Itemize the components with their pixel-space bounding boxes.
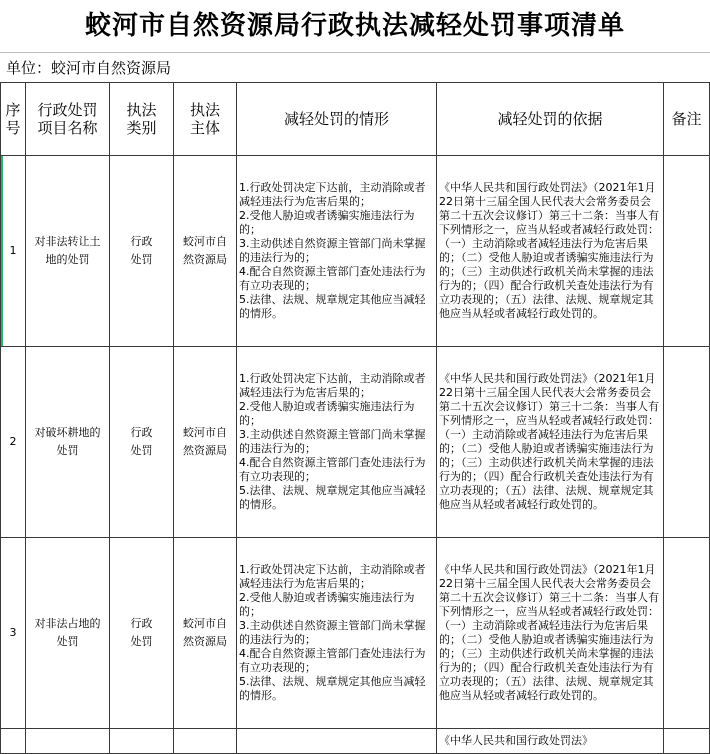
row-remark[interactable] [664, 729, 710, 754]
table-header-row [1, 83, 710, 156]
document-title: 蛟河市自然资源局行政执法减轻处罚事项清单 [84, 11, 625, 41]
row-category[interactable]: 行政 处罚 [110, 156, 174, 347]
row-item[interactable]: 对非法占地的 处罚 [26, 538, 110, 729]
row-circumstances[interactable]: 1.行政处罚决定下达前，主动消除或者减轻违法行为危害后果的； 2.受他人胁迫或者诱骗实施违法行为的； 3.主动供述自然资源主管部门尚未掌握的违法行为的； 4.配合自然资源主管部门查处违法行为有立功表现的； 5.法律、法规、规章规定其他应当减轻的情形。 [237, 156, 437, 347]
table-row-partial [1, 729, 710, 754]
row-basis[interactable]: 《中华人民共和国行政处罚法》（2021年1月22日第十三届全国人民代表大会常务委员会第二十五次会议修订）第三十二条：当事人有下列情形之一，应当从轻或者减轻行政处罚：（一）主动消除或者减轻违法行为危害后果的；（二）受他人胁迫或者诱骗实施违法行为的；（三）主动供述行政机关尚未掌握的违法行为的；（四）配合行政机关查处违法行为有立功表现的；（五）法律、法规、规章规定其他应当从轻或者减轻行政处罚的。 [437, 347, 664, 538]
table-row [1, 347, 710, 538]
row-subject[interactable]: 蛟河市自 然资源局 [174, 156, 237, 347]
row-circumstances[interactable] [237, 729, 437, 754]
row-category[interactable] [110, 729, 174, 754]
row-basis[interactable]: 《中华人民共和国行政处罚法》 [437, 729, 664, 754]
header-category: 执法 类别 [110, 83, 174, 156]
row-no[interactable] [1, 729, 26, 754]
row-basis[interactable]: 《中华人民共和国行政处罚法》（2021年1月22日第十三届全国人民代表大会常务委员会第二十五次会议修订）第三十二条：当事人有下列情形之一，应当从轻或者减轻行政处罚：（一）主动消除或者减轻违法行为危害后果的；（二）受他人胁迫或者诱骗实施违法行为的；（三）主动供述行政机关尚未掌握的违法行为的；（四）配合行政机关查处违法行为有立功表现的；（五）法律、法规、规章规定其他应当从轻或者减轻行政处罚的。 [437, 538, 664, 729]
row-item[interactable] [26, 729, 110, 754]
row-item[interactable]: 对非法转让土 地的处罚 [26, 156, 110, 347]
row-no[interactable]: 1 [1, 156, 26, 347]
row-basis[interactable]: 《中华人民共和国行政处罚法》（2021年1月22日第十三届全国人民代表大会常务委员会第二十五次会议修订）第三十二条：当事人有下列情形之一，应当从轻或者减轻行政处罚：（一）主动消除或者减轻违法行为危害后果的；（二）受他人胁迫或者诱骗实施违法行为的；（三）主动供述行政机关尚未掌握的违法行为的；（四）配合行政机关查处违法行为有立功表现的；（五）法律、法规、规章规定其他应当从轻或者减轻行政处罚的。 [437, 156, 664, 347]
row-subject[interactable] [174, 729, 237, 754]
row-remark[interactable] [664, 538, 710, 729]
penalty-table [0, 82, 710, 754]
row-no[interactable]: 3 [1, 538, 26, 729]
header-remark: 备注 [664, 83, 710, 156]
row-circumstances[interactable]: 1.行政处罚决定下达前，主动消除或者减轻违法行为危害后果的； 2.受他人胁迫或者诱骗实施违法行为的； 3.主动供述自然资源主管部门尚未掌握的违法行为的； 4.配合自然资源主管部门查处违法行为有立功表现的； 5.法律、法规、规章规定其他应当减轻的情形。 [237, 347, 437, 538]
unit-label: 单位：蛟河市自然资源局 [0, 52, 710, 82]
row-no[interactable]: 2 [1, 347, 26, 538]
header-subject: 执法 主体 [174, 83, 237, 156]
table-row [1, 538, 710, 729]
header-basis: 减轻处罚的依据 [437, 83, 664, 156]
header-no: 序 号 [1, 83, 26, 156]
row-category[interactable]: 行政 处罚 [110, 347, 174, 538]
header-item: 行政处罚 项目名称 [26, 83, 110, 156]
row-category[interactable]: 行政 处罚 [110, 538, 174, 729]
header-circumstances: 减轻处罚的情形 [237, 83, 437, 156]
row-subject[interactable]: 蛟河市自 然资源局 [174, 347, 237, 538]
row-item[interactable]: 对破坏耕地的 处罚 [26, 347, 110, 538]
row-remark[interactable] [664, 156, 710, 347]
row-remark[interactable] [664, 347, 710, 538]
row-circumstances[interactable]: 1.行政处罚决定下达前，主动消除或者减轻违法行为危害后果的； 2.受他人胁迫或者诱骗实施违法行为的； 3.主动供述自然资源主管部门尚未掌握的违法行为的； 4.配合自然资源主管部门查处违法行为有立功表现的； 5.法律、法规、规章规定其他应当减轻的情形。 [237, 538, 437, 729]
table-row [1, 156, 710, 347]
row-subject[interactable]: 蛟河市自 然资源局 [174, 538, 237, 729]
